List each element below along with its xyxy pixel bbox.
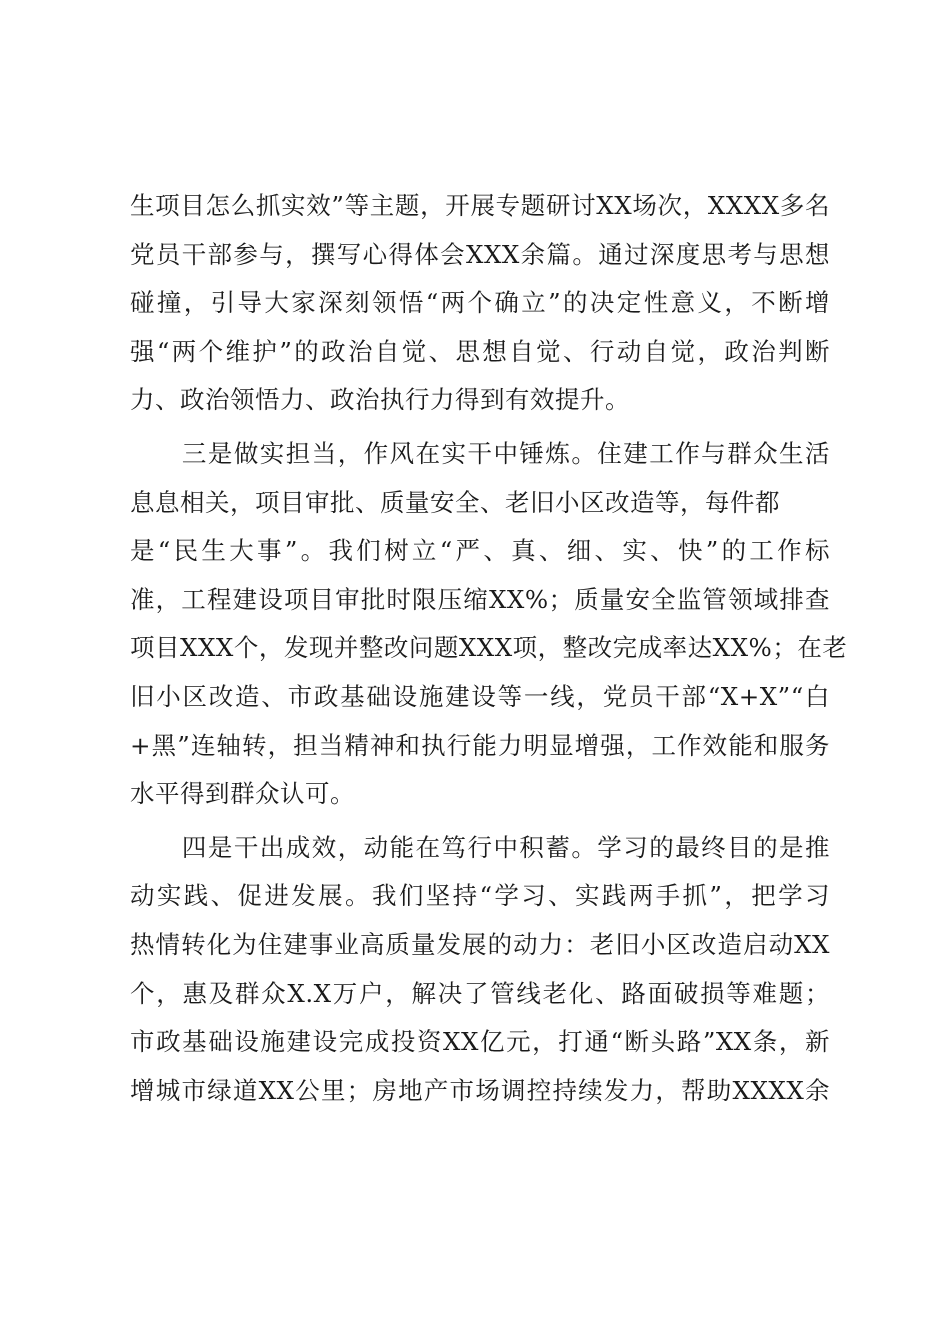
text-line: 息息相关，项目审批、质量安全、老旧小区改造等，每件都 — [130, 487, 780, 517]
text-line: 项目XXX个，发现并整改问题XXX项，整改完成率达XX%；在老 — [130, 633, 848, 663]
text-line: 是“民生大事”。我们树立“严、真、细、实、快”的工作标 — [130, 536, 830, 566]
text-line: 市政基础设施建设完成投资XX亿元，打通“断头路”XX条，新 — [130, 1027, 830, 1057]
paragraph-continued — [130, 182, 830, 425]
document-body — [130, 182, 848, 1115]
text-line: 增城市绿道XX公里；房地产市场调控持续发力，帮助XXXX余 — [130, 1075, 830, 1105]
text-line: 力、政治领悟力、政治执行力得到有效提升。 — [130, 385, 630, 415]
text-line: 生项目怎么抓实效”等主题，开展专题研讨XX场次，XXXX多名 — [130, 191, 830, 220]
text-line: 个，惠及群众X.X万户，解决了管线老化、路面破损等难题； — [130, 978, 830, 1008]
text-line: 党员干部参与，撰写心得体会XXX余篇。通过深度思考与思想 — [130, 239, 830, 269]
text-line: 碰撞，引导大家深刻领悟“两个确立”的决定性意义，不断增 — [130, 288, 830, 318]
text-line: 热情转化为住建事业高质量发展的动力：老旧小区改造启动XX — [130, 929, 830, 959]
text-line: 动实践、促进发展。我们坚持“学习、实践两手抓”，把学习 — [130, 881, 830, 911]
paragraph-four — [130, 824, 830, 1116]
text-line: 旧小区改造、市政基础设施建设等一线，党员干部“X+X”“白 — [130, 681, 830, 711]
paragraph-three — [130, 430, 848, 819]
text-line: 水平得到群众认可。 — [130, 779, 355, 809]
text-line: 强“两个维护”的政治自觉、思想自觉、行动自觉，政治判断 — [130, 336, 830, 366]
text-line: 准，工程建设项目审批时限压缩XX%；质量安全监管领域排查 — [130, 584, 830, 614]
text-line: 四是干出成效，动能在笃行中积蓄。学习的最终目的是推 — [130, 832, 830, 862]
text-line: 三是做实担当，作风在实干中锤炼。住建工作与群众生活 — [130, 438, 830, 468]
text-line: +黑”连轴转，担当精神和执行能力明显增强，工作效能和服务 — [130, 730, 830, 760]
